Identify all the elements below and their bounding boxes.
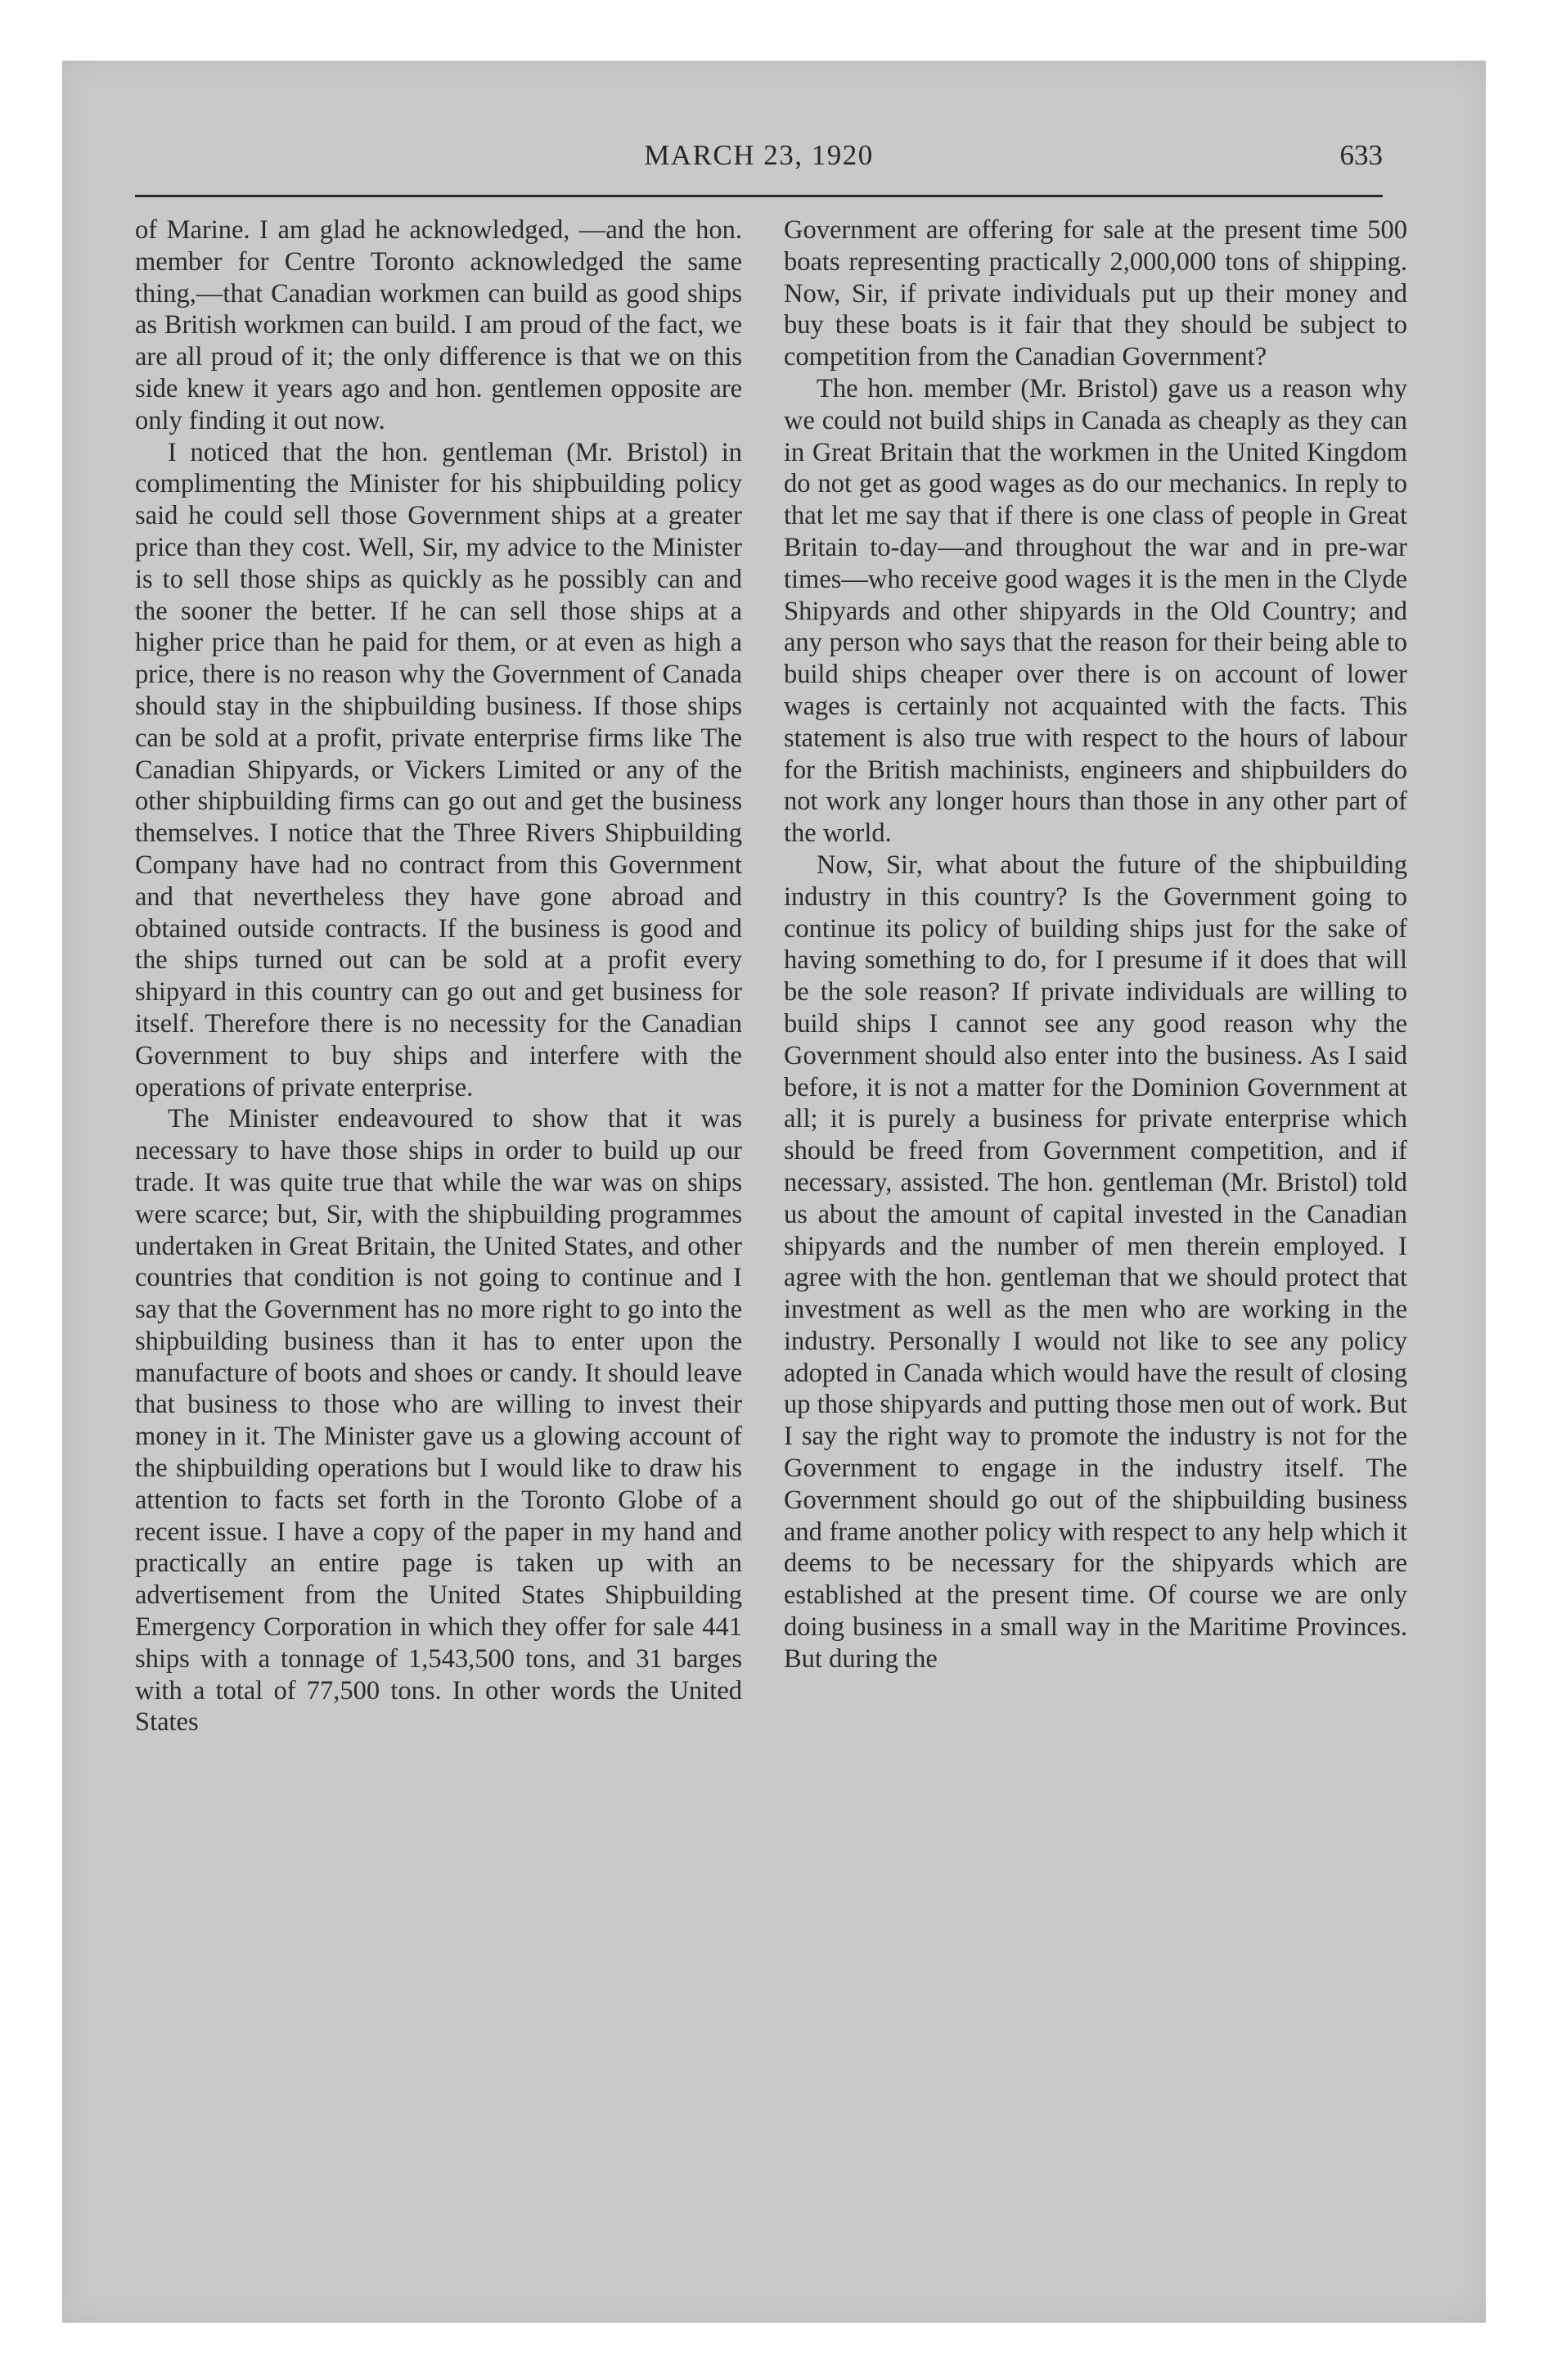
page-date-title: MARCH 23, 1920 xyxy=(644,139,874,171)
page-header xyxy=(135,137,1383,178)
left-column xyxy=(135,214,742,1738)
paragraph: of Marine. I am glad he acknowledged, —and the hon. member for Centre Toronto acknowledged the same thing,—that Canadian workmen can build as good ships as British workmen can build. I am proud of the fact, we are all proud of it; the only difference is that we on this side knew it years ago and hon. gentlemen opposite are only finding it out now. xyxy=(135,215,742,435)
paragraph: The Minister endeavoured to show that it was necessary to have those ships in order to build up our trade. It was quite true that while the war was on ships were scarce; but, Sir, with the shipbuilding programmes undertaken in Great Britain, the United States, and other countries that condition is not going to continue and I say that the Government has no more right to go into the shipbuilding business than it has to enter upon the manufacture of boots and shoes or candy. It should leave that business to those who are willing to invest their money in it. The Minister gave us a glowing account of the shipbuilding operations but I would like to draw his attention to facts set forth in the Toronto Globe of a recent issue. I have a copy of the paper in my hand and practically an entire page is taken up with an advertisement from the United States Shipbuilding Emergency Corporation in which they offer for sale 441 ships with a tonnage of 1,543,500 tons, and 31 barges with a total of 77,500 tons. In other words the United States xyxy=(135,1104,742,1738)
right-column xyxy=(784,214,1407,1675)
paragraph: Government are offering for sale at the present time 500 boats representing practically 2,000,000 tons of shipping. Now, Sir, if private individuals put up their money and buy these boats is it fair that they should be subject to competition from the Canadian Government? xyxy=(784,215,1407,372)
page-number: 633 xyxy=(1339,139,1383,171)
paragraph: The hon. member (Mr. Bristol) gave us a reason why we could not build ships in Canada as cheaply as they can in Great Britain that the workmen in the United Kingdom do not get as good wages as do our mechanics. In reply to that let me say that if there is one class of people in Great Britain to-day—and throughout the war and in pre-war times—who receive good wages it is the men in the Clyde Shipyards and other shipyards in the Old Country; and any person who says that the reason for their being able to build ships cheaper over there is on account of lower wages is certainly not acquainted with the facts. This statement is also true with respect to the hours of labour for the British machinists, engineers and shipbuilders do not work any longer hours than those in any other part of the world. xyxy=(784,373,1407,849)
paragraph: I noticed that the hon. gentleman (Mr. Bristol) in complimenting the Minister for his shipbuilding policy said he could sell those Government ships at a greater price than they cost. Well, Sir, my advice to the Minister is to sell those ships as quickly as he possibly can and the sooner the better. If he can sell those ships at a higher price than he paid for them, or at even as high a price, there is no reason why the Government of Canada should stay in the shipbuilding business. If those ships can be sold at a profit, private enterprise firms like The Canadian Shipyards, or Vickers Limited or any of the other shipbuilding firms can go out and get the business themselves. I notice that the Three Rivers Shipbuilding Company have had no contract from this Government and that nevertheless they have gone abroad and obtained outside contracts. If the business is good and the ships turned out can be sold at a profit every shipyard in this country can go out and get business for itself. Therefore there is no necessity for the Canadian Government to buy ships and interfere with the operations of private enterprise. xyxy=(135,437,742,1102)
header-rule xyxy=(135,195,1383,197)
paragraph: Now, Sir, what about the future of the shipbuilding industry in this country? Is the Government going to continue its policy of building ships just for the sake of having something to do, for I presume if it does that will be the sole reason? If private individuals are willing to build ships I cannot see any good reason why the Government should also enter into the business. As I said before, it is not a matter for the Dominion Government at all; it is purely a business for private enterprise which should be freed from Government competition, and if necessary, assisted. The hon. gentleman (Mr. Bristol) told us about the amount of capital invested in the Canadian shipyards and the number of men therein employed. I agree with the hon. gentleman that we should protect that investment as well as the men who are working in the industry. Personally I would not like to see any policy adopted in Canada which would have the result of closing up those shipyards and putting those men out of work. But I say the right way to promote the industry is not for the Government to engage in the industry itself. The Government should go out of the shipbuilding business and frame another policy with respect to any help which it deems to be necessary for the shipyards which are established at the present time. Of course we are only doing business in a small way in the Maritime Provinces. But during the xyxy=(784,850,1407,1674)
